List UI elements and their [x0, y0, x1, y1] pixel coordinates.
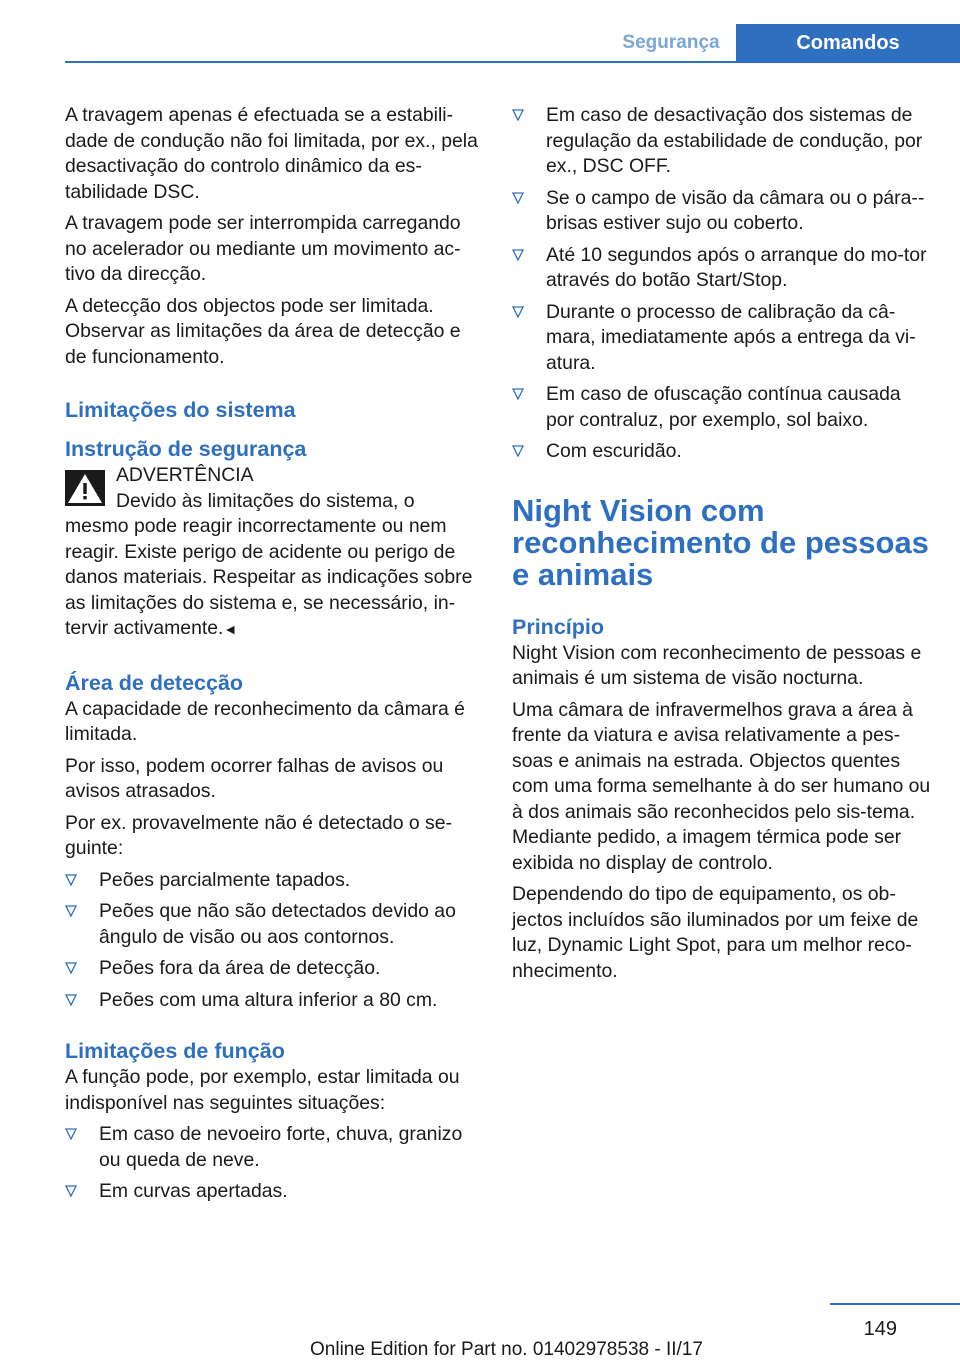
heading-function-limitations: Limitações de função — [65, 1039, 285, 1063]
triangle-bullet-icon — [65, 1128, 77, 1140]
triangle-bullet-icon — [512, 109, 524, 121]
list-item-text: Durante o processo de calibração da câ-mara, imediatamente após a entrega da vi-atura. — [546, 300, 916, 374]
paragraph: A capacidade de reconhecimento da câmara é limitada. — [65, 697, 465, 745]
triangle-bullet-icon — [65, 905, 77, 917]
heading-system-limitations: Limitações do sistema — [65, 398, 296, 422]
list-item-text: Em curvas apertadas. — [99, 1180, 288, 1202]
list-item — [65, 899, 481, 950]
warning-line: Devido às limitações do sistema, o — [116, 489, 415, 512]
heading-detection-area: Área de detecção — [65, 670, 244, 695]
heading-principle: Princípio — [512, 614, 604, 639]
list-item — [512, 103, 932, 180]
list-item-text: Em caso de ofuscação contínua causada por contraluz, por exemplo, sol baixo. — [546, 383, 901, 431]
footer-edition: Online Edition for Part no. 01402978538 - II/17 — [310, 1339, 703, 1360]
situation-list — [512, 103, 932, 465]
list-item-text: Peões que não são detectados devido ao ângulo de visão ou aos contornos. — [99, 900, 456, 948]
list-item — [65, 956, 481, 982]
warning-rest: mesmo pode reagir incorrectamente ou nem reagir. Existe perigo de acidente ou perigo de danos materiais. Respeitar as indicações sobre as limitações do sistema e, se necessário, in-tervir activamente. — [65, 515, 473, 639]
page-number: 149 — [863, 1318, 897, 1340]
heading-night-vision: Night Vision com reconhecimento de pessoas e animais — [512, 492, 929, 592]
paragraph: Night Vision com reconhecimento de pessoas e animais é um sistema de visão nocturna. — [512, 641, 922, 689]
list-item-text: Se o campo de visão da câmara ou o pára--brisas estiver sujo ou coberto. — [546, 186, 925, 234]
paragraph: Uma câmara de infravermelhos grava a área à frente da viatura e avisa relativamente a pes-soas e animais na estrada. Objectos quentes com uma forma semelhante à do ser humano ou à dos animais são reconhecidos pelo sis-tema. Mediante pedido, a imagem térmica pode ser exibida no display de controlo. — [512, 698, 931, 874]
detection-list — [65, 868, 481, 1014]
list-item — [512, 300, 932, 377]
right-column — [512, 103, 932, 990]
left-column — [65, 103, 481, 1211]
end-mark-icon: ◄ — [223, 621, 238, 637]
tab-chapter-label[interactable]: Comandos — [736, 24, 960, 62]
list-item — [512, 186, 932, 237]
list-item — [65, 868, 481, 894]
list-item — [65, 1122, 481, 1173]
list-item — [65, 988, 481, 1014]
paragraph: Dependendo do tipo de equipamento, os ob-jectos incluídos são iluminados por um feixe de luz, Dynamic Light Spot, para um melhor reco-nhecimento. — [512, 883, 919, 982]
triangle-bullet-icon — [512, 192, 524, 204]
list-item-text: Até 10 segundos após o arranque do mo-tor através do botão Start/Stop. — [546, 243, 927, 291]
header-rule — [65, 61, 960, 63]
list-item-text: Em caso de desactivação dos sistemas de regulação da estabilidade de condução, por ex., DSC OFF. — [546, 104, 923, 177]
warning-block — [65, 463, 481, 643]
triangle-bullet-icon — [512, 306, 524, 318]
triangle-bullet-icon — [65, 1185, 77, 1197]
list-item-text: Peões parcialmente tapados. — [99, 868, 351, 891]
list-item — [512, 382, 932, 433]
warning-text — [65, 489, 481, 643]
list-item-text: Com escuridão. — [546, 440, 682, 462]
function-list — [65, 1122, 481, 1205]
paragraph: Por ex. provavelmente não é detectado o se-guinte: — [65, 811, 452, 859]
list-item — [512, 243, 932, 294]
triangle-bullet-icon — [65, 874, 77, 886]
paragraph: Por isso, podem ocorrer falhas de avisos ou avisos atrasados. — [65, 754, 444, 802]
paragraph: A detecção dos objectos pode ser limitada. Observar as limitações da área de detecção e de funcionamento. — [65, 294, 461, 368]
heading-safety-instruction: Instrução de segurança — [65, 437, 307, 461]
paragraph: A travagem apenas é efectuada se a estabili-dade de condução não foi limitada, por ex., pela desactivação do controlo dinâmico da es-tabilidade DSC. — [65, 104, 478, 203]
header-tabs — [606, 24, 960, 62]
footer-rule — [830, 1303, 960, 1305]
triangle-bullet-icon — [512, 249, 524, 261]
warning-title: ADVERTÊNCIA — [116, 464, 254, 486]
triangle-bullet-icon — [512, 445, 524, 457]
tab-section-label[interactable]: Segurança — [622, 32, 720, 53]
list-item-text: Em caso de nevoeiro forte, chuva, granizo ou queda de neve. — [99, 1123, 463, 1171]
triangle-bullet-icon — [512, 388, 524, 400]
triangle-bullet-icon — [65, 994, 77, 1006]
list-item — [512, 439, 932, 465]
warning-triangle-icon — [65, 470, 105, 506]
paragraph: A travagem pode ser interrompida carregando no acelerador ou mediante um movimento ac-tivo da direcção. — [65, 212, 461, 285]
paragraph: A função pode, por exemplo, estar limitada ou indisponível nas seguintes situações: — [65, 1066, 460, 1114]
list-item-text: Peões fora da área de detecção. — [99, 957, 381, 979]
triangle-bullet-icon — [65, 962, 77, 974]
list-item — [65, 1179, 481, 1205]
list-item-text: Peões com uma altura inferior a 80 cm. — [99, 988, 438, 1011]
